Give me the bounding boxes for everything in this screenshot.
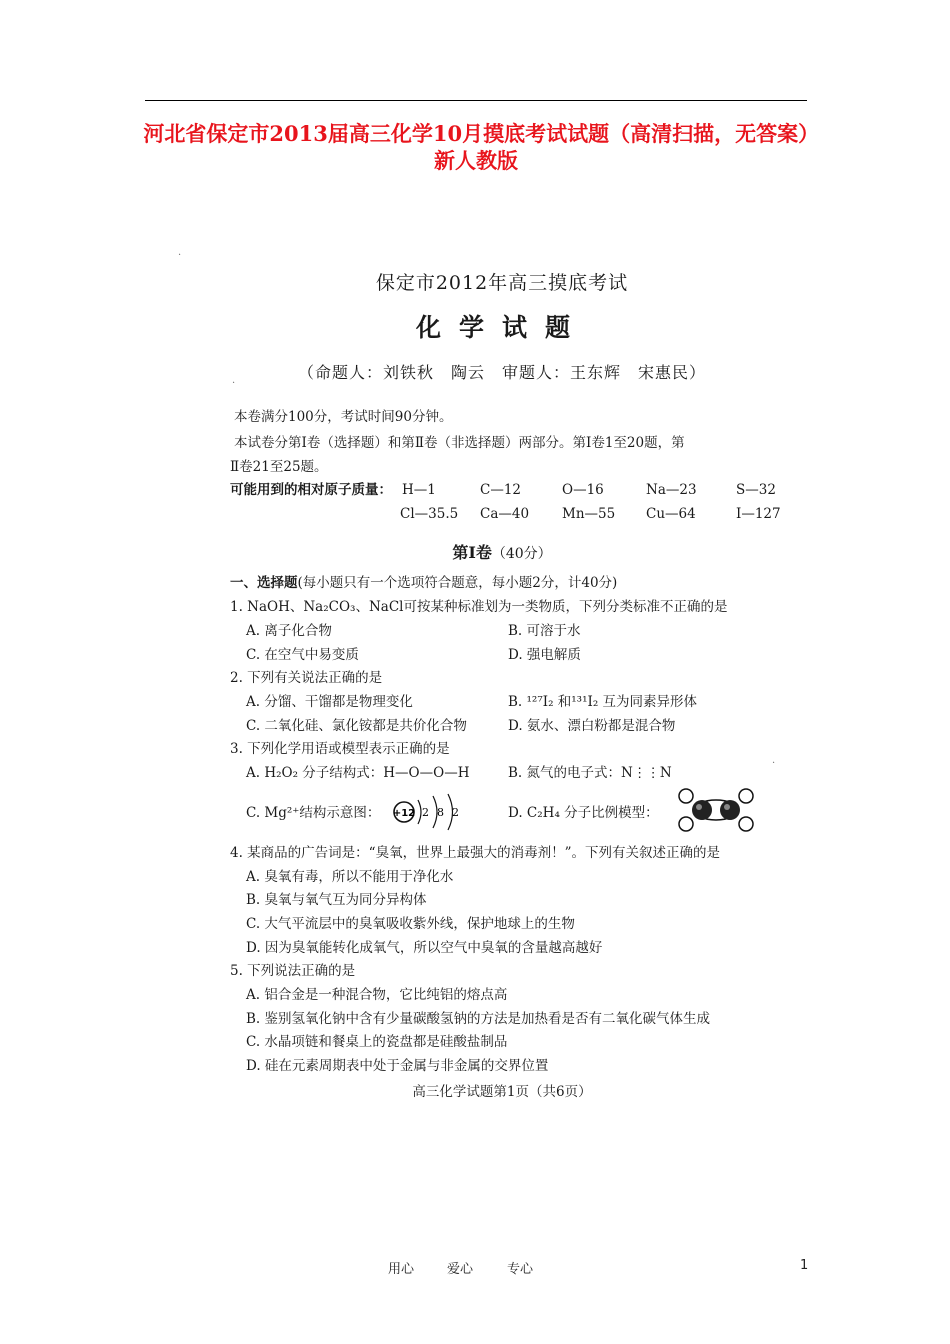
section-heading xyxy=(222,540,782,563)
intro-line-3: Ⅱ卷21至25题。 xyxy=(230,459,328,475)
q1-option-a: A. 离子化合物 xyxy=(246,623,332,639)
document-title: 河北省保定市2013届高三化学10月摸底考试试题（高清扫描，无答案）新人教版 xyxy=(143,121,809,173)
section-title: 第Ⅰ卷 xyxy=(452,543,492,562)
c-atom-1 xyxy=(692,800,712,820)
mg-shell-1-count: 2 xyxy=(422,806,429,819)
mass-o: O—16 xyxy=(562,482,604,498)
q2-option-a: A. 分馏、干馏都是物理变化 xyxy=(246,694,413,710)
mass-h: H—1 xyxy=(402,482,436,498)
c-atom-1-highlight xyxy=(696,804,702,810)
mg-shell-3-count: 2 xyxy=(452,806,459,819)
mass-i: I—127 xyxy=(736,506,781,522)
exam-page-footer: 高三化学试题第1页（共6页） xyxy=(412,1084,592,1100)
header-rule xyxy=(145,100,807,101)
q1-option-b: B. 可溶于水 xyxy=(508,623,581,639)
h-atom-2 xyxy=(679,817,693,831)
q3-option-c: C. Mg²⁺结构示意图： xyxy=(246,805,381,821)
q2-option-c: C. 二氧化硅、氯化铵都是共价化合物 xyxy=(246,718,467,734)
mg-shell-2-count: 8 xyxy=(437,806,444,819)
mass-ca: Ca—40 xyxy=(480,506,530,522)
section-score: （40分） xyxy=(491,546,552,562)
part-1-instructions: (每小题只有一个选项符合题意，每小题2分，计40分) xyxy=(297,575,618,591)
scanned-exam-page xyxy=(222,262,782,1112)
mg-ion-diagram xyxy=(392,790,468,834)
footer-page-number: 1 xyxy=(800,1258,809,1273)
q5-option-b: B. 鉴别氢氧化钠中含有少量碳酸氢钠的方法是加热看是否有二氧化碳气体生成 xyxy=(246,1011,711,1027)
exam-authors: （命题人：刘铁秋 陶云 审题人：王东辉 宋惠民） xyxy=(297,363,706,382)
question-5: 5. 下列说法正确的是 xyxy=(230,963,356,979)
part-1-heading xyxy=(230,574,617,592)
question-3: 3. 下列化学用语或模型表示正确的是 xyxy=(230,741,450,757)
mass-cl: Cl—35.5 xyxy=(400,506,459,522)
q3-option-b: B. 氮气的电子式：N⋮⋮N xyxy=(508,765,672,781)
mass-s: S—32 xyxy=(736,482,776,498)
mass-mn: Mn—55 xyxy=(562,506,616,522)
footer-left: 用心 xyxy=(388,1262,415,1277)
q5-option-a: A. 铝合金是一种混合物，它比纯铝的熔点高 xyxy=(246,987,508,1003)
scan-speck: · xyxy=(232,378,236,389)
mass-na: Na—23 xyxy=(646,482,697,498)
h-atom-4 xyxy=(739,817,753,831)
h-atom-1 xyxy=(679,789,693,803)
atomic-mass-label: 可能用到的相对原子质量： xyxy=(230,482,392,498)
c2h4-space-filling-model xyxy=(674,786,758,834)
footer-right: 专心 xyxy=(507,1262,534,1277)
q5-option-c: C. 水晶项链和餐桌上的瓷盘都是硅酸盐制品 xyxy=(246,1034,508,1050)
mass-c: C—12 xyxy=(480,482,522,498)
q3-option-d: D. C₂H₄ 分子比例模型： xyxy=(508,805,659,821)
q4-option-c: C. 大气平流层中的臭氧吸收紫外线，保护地球上的生物 xyxy=(246,916,575,932)
mass-cu: Cu—64 xyxy=(646,506,696,522)
exam-heading: 保定市2012年高三摸底考试 xyxy=(375,272,629,294)
q4-option-d: D. 因为臭氧能转化成氧气，所以空气中臭氧的含量越高越好 xyxy=(246,940,603,956)
q5-option-d: D. 硅在元素周期表中处于金属与非金属的交界位置 xyxy=(246,1058,549,1074)
h-atom-3 xyxy=(739,789,753,803)
question-1: 1. NaOH、Na₂CO₃、NaCl可按某种标准划为一类物质，下列分类标准不正确的是 xyxy=(230,599,728,615)
q3-option-a: A. H₂O₂ 分子结构式：H—O—O—H xyxy=(246,765,470,781)
c-atom-2 xyxy=(720,800,740,820)
q1-option-c: C. 在空气中易变质 xyxy=(246,647,359,663)
mg-nucleus-label: +12 xyxy=(392,808,416,819)
q4-option-a: A. 臭氧有毒，所以不能用于净化水 xyxy=(246,869,454,885)
footer-mid: 爱心 xyxy=(447,1262,474,1277)
question-2: 2. 下列有关说法正确的是 xyxy=(230,670,383,686)
scan-speck: · xyxy=(772,758,776,769)
exam-subject: 化学试题 xyxy=(415,313,588,342)
q2-option-d: D. 氨水、漂白粉都是混合物 xyxy=(508,718,676,734)
intro-line-2: 本试卷分第Ⅰ卷（选择题）和第Ⅱ卷（非选择题）两部分。第Ⅰ卷1至20题，第 xyxy=(234,435,685,451)
q4-option-b: B. 臭氧与氧气互为同分异构体 xyxy=(246,892,427,908)
scan-speck: · xyxy=(178,250,182,261)
mg-shell-arc-1 xyxy=(418,800,421,824)
question-4: 4. 某商品的广告词是：“臭氧，世界上最强大的消毒剂！”。下列有关叙述正确的是 xyxy=(230,845,720,861)
c-atom-2-highlight xyxy=(724,804,730,810)
part-1-label: 一、选择题 xyxy=(230,575,298,591)
q1-option-d: D. 强电解质 xyxy=(508,647,581,663)
q2-option-b: B. ¹²⁷I₂ 和¹³¹I₂ 互为同素异形体 xyxy=(508,694,698,710)
intro-line-1: 本卷满分100分，考试时间90分钟。 xyxy=(234,409,453,425)
